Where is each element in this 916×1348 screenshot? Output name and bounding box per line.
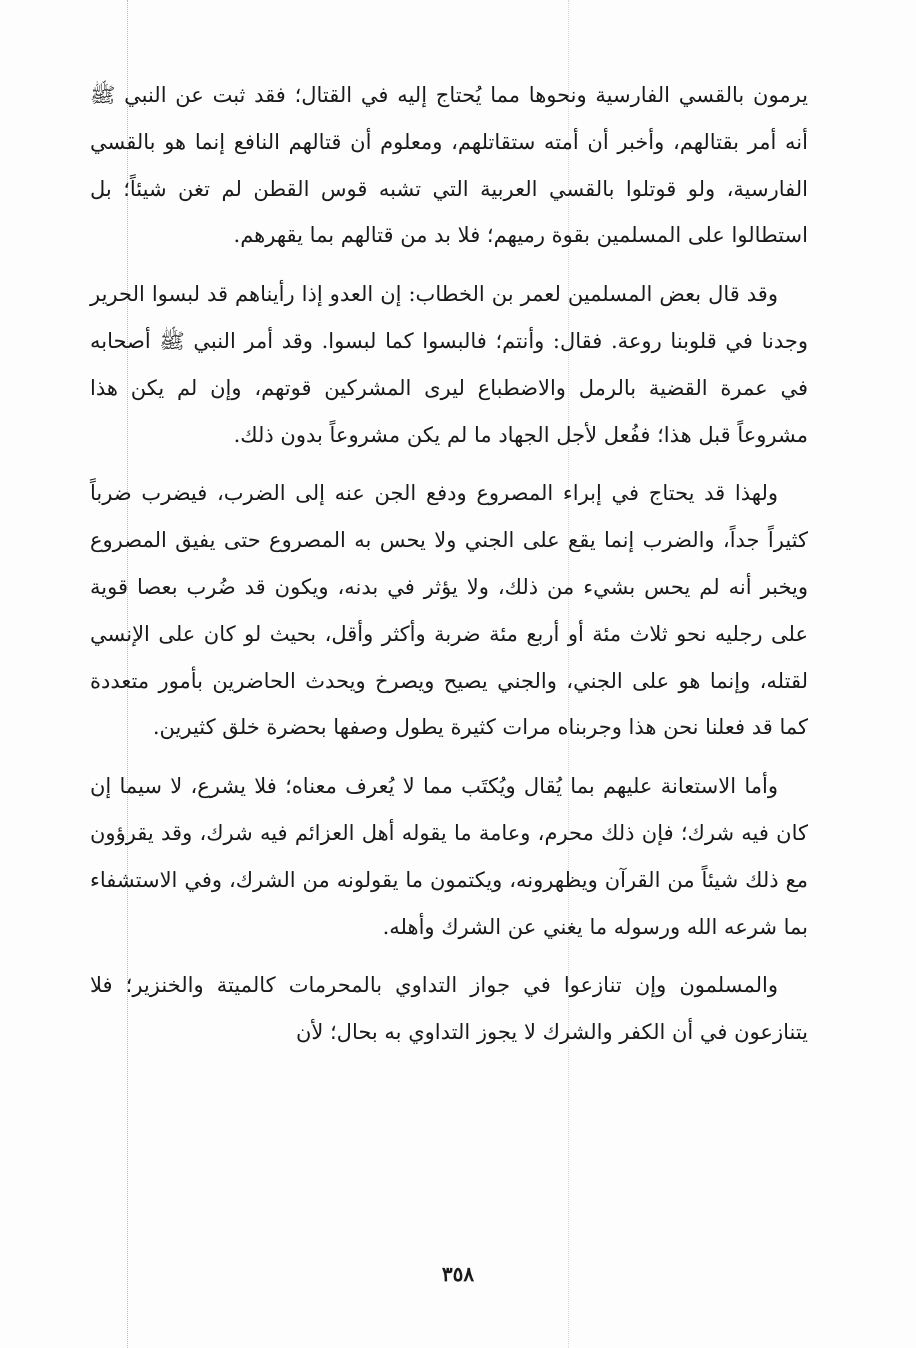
paragraph-4: وأما الاستعانة عليهم بما يُقال ويُكتَب مما لا يُعرف معناه؛ فلا يشرع، لا سيما إن كان فيه شرك؛ فإن ذلك محرم، وعامة ما يقوله أهل العزائم فيه شرك، وقد يقرؤون مع ذلك شيئاً من القرآن ويظهرونه، ويكتمون ما يقولونه من الشرك، وفي الاستشفاء بما شرعه الله ورسوله ما يغني عن الشرك وأهله. [90, 774, 808, 939]
paragraph-1: يرمون بالقسي الفارسية ونحوها مما يُحتاج إليه في القتال؛ فقد ثبت عن النبي ﷺ أنه أمر بقتالهم، وأخبر أن أمته ستقاتلهم، ومعلوم أن قتالهم النافع إنما هو بالقسي الفارسية، ولو قوتلوا بالقسي العربية التي تشبه قوس القطن لم تغن شيئاً؛ بل استطالوا على المسلمين بقوة رميهم؛ فلا بد من قتالهم بما يقهرهم. [90, 83, 808, 248]
paragraph-2: وقد قال بعض المسلمين لعمر بن الخطاب: إن العدو إذا رأيناهم قد لبسوا الحرير وجدنا في قلوبنا روعة. فقال: وأنتم؛ فالبسوا كما لبسوا. وقد أمر النبي ﷺ أصحابه في عمرة القضية بالرمل والاضطباع ليرى المشركين قوتهم، وإن لم يكن هذا مشروعاً قبل هذا؛ ففُعل لأجل الجهاد ما لم يكن مشروعاً بدون ذلك. [90, 282, 808, 447]
paragraph-5: والمسلمون وإن تنازعوا في جواز التداوي بالمحرمات كالميتة والخنزير؛ فلا يتنازعون في أن الكفر والشرك لا يجوز التداوي به بحال؛ لأن [90, 973, 808, 1045]
body-text [90, 72, 808, 1056]
paragraph-3: ولهذا قد يحتاج في إبراء المصروع ودفع الجن عنه إلى الضرب، فيضرب ضرباً كثيراً جداً، والضرب إنما يقع على الجني ولا يحس به المصروع حتى يفيق المصروع ويخبر أنه لم يحس بشيء من ذلك، ولا يؤثر في بدنه، ويكون قد ضُرب بعصا قوية على رجليه نحو ثلاث مئة أو أربع مئة ضربة وأكثر وأقل، بحيث لو كان على الإنسي لقتله، وإنما هو على الجني، والجني يصيح ويصرخ ويحدث الحاضرين بأمور متعددة كما قد فعلنا نحن هذا وجربناه مرات كثيرة يطول وصفها بحضرة خلق كثيرين. [90, 481, 808, 740]
page-number: ٣٥٨ [441, 1262, 475, 1286]
